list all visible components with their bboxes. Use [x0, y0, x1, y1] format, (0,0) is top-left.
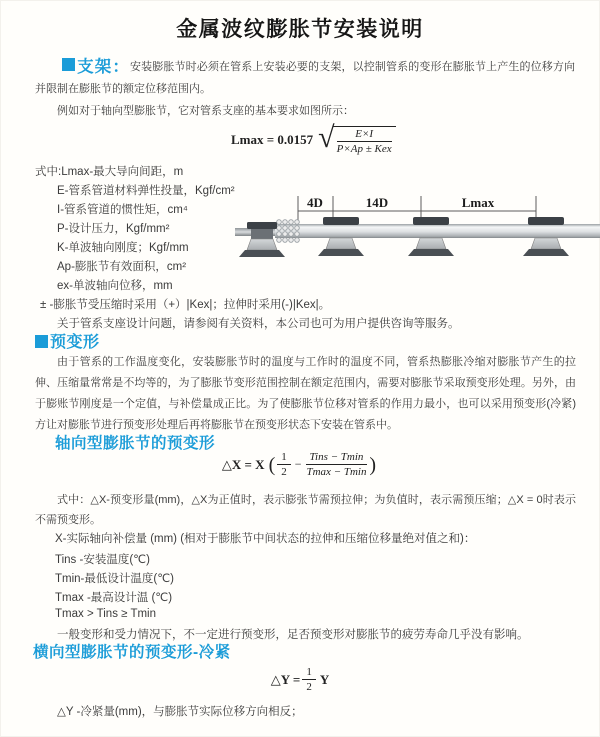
preform-section-heading [35, 329, 100, 352]
support-section-label: 支架： [77, 58, 131, 76]
temperature-inequality: Tmax > Tins ≥ Tmin [55, 608, 156, 620]
dimension-label-14d: 14D [365, 195, 389, 210]
preform-heading-text: 预变形 [50, 334, 100, 351]
definition-line: ex-单波轴向位移，mm [57, 280, 173, 292]
dimension-label-lmax: Lmax [461, 195, 495, 210]
half-numerator: 1 [302, 666, 316, 680]
minus-sign: − [294, 457, 302, 471]
service-note-line: 关于管系支座设计问题，请参阅有关资料，本公司也可为用户提供咨询等服务。 [57, 318, 460, 330]
one-half-fraction [302, 666, 316, 693]
definition-line: P-设计压力，Kgf/mm² [57, 223, 170, 235]
support-example-text: 例如对于轴向型膨胀节，它对管系支座的基本要求如图所示： [57, 105, 354, 117]
open-paren: ( [268, 453, 276, 476]
lateral-preform-heading: 横向型膨胀节的预变形-冷紧 [33, 644, 231, 661]
temperature-denominator: Tmax − Tmin [306, 466, 367, 478]
half-numerator: 1 [277, 451, 291, 465]
definition-line-plusminus: ± -膨胀节受压缩时采用（+）|Kex|；拉伸时采用(-)|Kex|。 [40, 299, 331, 311]
definition-line: Ap-膨胀节有效面积，cm² [57, 261, 187, 273]
lmax-formula [231, 121, 396, 155]
lateral-note-line: △Y -冷紧量(mm)，与膨胀节实际位移方向相反； [57, 706, 303, 718]
sqrt-body [333, 126, 396, 155]
close-paren: ) [369, 453, 377, 476]
axial-formula-lhs: △X = X [221, 456, 265, 472]
lmax-fraction-denominator: P×Ap ± Kex [336, 143, 392, 155]
tmax-definition-line: Tmax -最高设计温 (℃) [55, 592, 173, 604]
x-definition-line: X-实际轴向补偿量 (mm) (相对于膨胀节中间状态的拉伸和压缩位移量绝对值之和)： [55, 533, 476, 545]
definition-line: K-单波轴向刚度；Kgf/mm [57, 242, 189, 254]
preform-paragraph: 由于管系的工作温度变化，安装膨胀节时的温度与工作时的温度不同，管系热膨胀冷缩对膨胀节产生的拉伸、压缩量常常是不均等的，为了膨胀节变形范围控制在额定范围内，需要对膨胀节采取预变形处理。另外，由于膨账节刚度是一个定值，与补偿量成正比。为了使膨胀节位移对管系的作用力最小，也可以采用预变形(冷紧)方让对膨胀节进行预变形处理后再将膨胀节在预变形状态下安装在管系中。 [35, 356, 576, 431]
support-paragraph [35, 56, 575, 100]
definition-line: 式中:Lmax-最大导向间距，m [35, 166, 184, 178]
pipe-support-diagram [235, 192, 600, 287]
definition-line: I-管系管道的惯性矩，cm⁴ [57, 204, 188, 216]
half-denominator: 2 [306, 681, 312, 693]
one-half-fraction [277, 451, 291, 478]
pipe [275, 224, 600, 238]
tmin-definition-line: Tmin-最低设计温度(℃) [55, 573, 174, 585]
temperature-numerator: Tins − Tmin [306, 451, 368, 465]
lateral-preform-formula [0, 666, 600, 693]
lmax-fraction [337, 128, 392, 155]
page-title: 金属波纹膨胀节安装说明 [176, 18, 424, 41]
lateral-formula-lhs: △Y = [270, 671, 301, 687]
sqrt-expression [318, 121, 395, 155]
tins-definition-line: Tins -安装温度(℃) [55, 554, 150, 566]
axial-preform-heading: 轴向型膨胀节的预变形 [55, 435, 216, 452]
definition-line: E-管系管道材料弹性投量，Kgf/cm² [57, 185, 235, 197]
section-marker-icon [62, 58, 75, 71]
axial-note-line: 一般变形和受力情况下，不一定进行预变形，足否预变形对膨胀节的疲劳寿命几乎没有影响。 [57, 629, 529, 641]
axial-preform-formula [0, 451, 600, 478]
lateral-formula-rhs: Y [319, 671, 330, 687]
temperature-fraction [306, 451, 368, 478]
axial-formula-explain: 式中：△X-预变形量(mm)，△X为正值时，表示膨张节需预拉伸；为负值时，表示需预压缩；△X = 0时表示不需预变形。 [35, 494, 576, 526]
radical-sign: √ [318, 121, 335, 154]
half-denominator: 2 [281, 466, 287, 478]
lmax-formula-lhs: Lmax = 0.0157 [231, 132, 314, 147]
section-marker-icon [35, 335, 48, 348]
dimension-label-4d: 4D [307, 195, 323, 210]
support-intro-text: 安装膨胀节时必须在管系上安装必要的支架，以控制管系的变形在膨胀节上产生的位移方向并限制在膨胀节的额定位移范围内。 [35, 61, 576, 95]
lmax-fraction-numerator: E×I [337, 128, 392, 142]
